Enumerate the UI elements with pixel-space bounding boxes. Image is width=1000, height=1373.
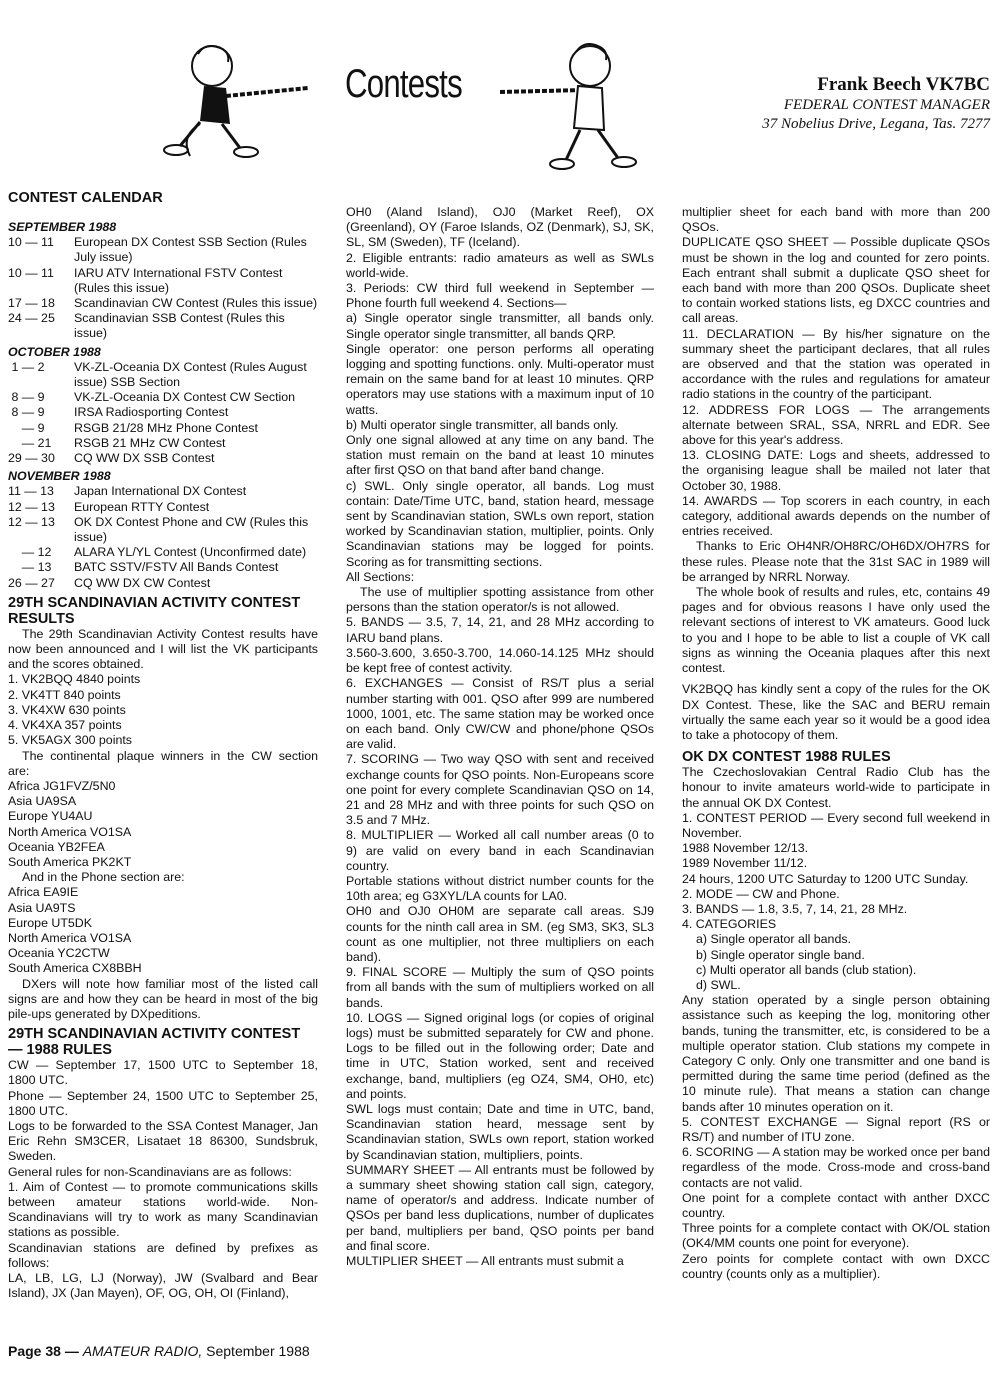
rules-para: SUMMARY SHEET — All entrants must be followed by a summary sheet showing station call sign, category, name of operator/s and address. Indicate number of QSOs per band less duplications, number of duplicates per band, multipliers per band, QSO points per band and final score. [346,1162,654,1253]
okdx-para: Zero points for complete contact with own DXCC country (counts only as a multiplier). [682,1251,990,1281]
calendar-entry: 24 — 25 Scandinavian SSB Contest (Rules this issue) [8,311,285,341]
okdx-para: 4. CATEGORIES [682,917,777,932]
rules-para: DUPLICATE QSO SHEET — Possible duplicate QSOs must be shown in the log and counted for zero points. Each entrant shall submit a duplicate QSO sheet for each band with more than 200 QSOs. Duplicate sheet to contain worked stations lists, eg DXCC countries and call areas. [682,235,990,326]
phone-winner: Oceania YC2CTW [8,946,110,961]
cw-winner: Oceania YB2FEA [8,839,105,854]
cartoon-left-icon [160,36,310,166]
rules-para: 5. BANDS — 3.5, 7, 14, 21, and 28 MHz according to IARU band plans. [346,615,654,645]
thanks-para: Thanks to Eric OH4NR/OH8RC/OH6DX/OH7RS for these rules. Please note that the 31st SAC in 1989 will be arranged by NRRL Norway. [682,539,990,584]
month-heading: NOVEMBER 1988 [8,469,111,484]
rules-para: Only one signal allowed at any time on any band. The station must remain on the band at least 10 minutes after first QSO on that band after band change. [346,433,654,478]
month-heading: SEPTEMBER 1988 [8,220,117,234]
calendar-title: CONTEST CALENDAR [8,190,163,206]
page-title: Contests [345,62,462,106]
rules-para: 1. Aim of Contest — to promote communications skills between amateur stations world-wide. Non-Scandinavians will try to work as many Scandinavian stations as possible. [8,1179,318,1240]
phone-winner: North America VO1SA [8,930,132,945]
okdx-para: 5. CONTEST EXCHANGE — Signal report (RS or RS/T) and number of ITU zone. [682,1114,990,1144]
rules-para: 2. Eligible entrants: radio amateurs as well as SWLs world-wide. [346,250,654,280]
rules-para: OH0 (Aland Island), OJ0 (Market Reef), OX (Greenland), OY (Faroe Islands, OZ (Denmark), SJ, SK, SL, SM (Sweden), TF (Iceland). [346,205,654,250]
calendar-entry: — 13 BATC SSTV/FSTV All Bands Contest [8,560,279,575]
cw-winner: North America VO1SA [8,824,132,839]
calendar-entry: 8 — 9 VK-ZL-Oceania DX Contest CW Section [8,390,296,405]
rules-para: 10. LOGS — Signed original logs (or copies of original logs) must be submitted separately for CW and phone. Logs to be filled out in the following order; Date and time in UTC, Station worked, sent and received exchange, band, multipliers (eg OZ4, SM4, OH0, etc) and points. [346,1010,654,1101]
calendar-entry: 8 — 9 IRSA Radiosporting Contest [8,405,229,420]
rules-para: General rules for non-Scandinavians are as follows: [8,1164,292,1179]
month-heading: OCTOBER 1988 [8,344,101,359]
rules-para: 12. ADDRESS FOR LOGS — The arrangements alternate between SRAL, SSA, NRRL and EDR. See above for this year's address. [682,402,990,448]
rules-para: Phone — September 24, 1500 UTC to September 25, 1800 UTC. [8,1088,318,1118]
rules-title: 29TH SCANDINAVIAN ACTIVITY CONTEST — 1988 RULES [8,1026,301,1059]
phone-winner: Africa EA9IE [8,885,79,900]
calendar-entry: 12 — 13 European RTTY Contest [8,499,210,514]
thanks-para: The whole book of results and rules, etc, contains 49 pages and for obvious reasons I have only used the relevant sections of interest to VK amateurs. Good luck to you and I hope to be able to list a couple of VK call signs as winning the Oceania plaques after this next contest. [682,585,990,676]
column-1 [8,190,318,1301]
okdx-para: Three points for a complete contact with OK/OL station (OK4/MM counts one point for everyone). [682,1221,990,1251]
okdx-title: OK DX CONTEST 1988 RULES [682,749,891,766]
calendar-entry: 12 — 13 OK DX Contest Phone and CW (Rules this issue) [8,514,309,545]
author-block [762,74,990,134]
footer-date: September 1988 [206,1343,310,1359]
okdx-para: a) Single operator all bands. [696,932,851,947]
page-footer [8,1343,310,1359]
rules-para: Single operator: one person performs all operating logging and spotting functions. only. Multi-operator must remain on the same band for at least 10 minutes. QRP operators may use stations with a maximum input of 10 watts. [346,341,654,417]
okdx-para: c) Multi operator all bands (club station). [696,962,917,977]
rules-para: multiplier sheet for each band with more than 200 QSOs. [682,205,990,235]
rules-para: 7. SCORING — Two way QSO with sent and received exchange counts for QSO points. Non-Europeans score one point for every complete Scandinavian QSO on 14, 21 and 28 MHz and with three points for such QSO on 3.5 and 7 MHz. [346,752,654,828]
rules-para: 11. DECLARATION — By his/her signature on the summary sheet the participant declares, that all rules are observed and that the station was operated in accordance with the rules and regulations for amateur radio stations in the country of the participant. [682,326,990,402]
calendar-entry: 1 — 2 VK-ZL-Oceania DX Contest (Rules August issue) SSB Section [8,359,307,390]
okdx-para: b) Single operator single band. [696,947,865,962]
calendar-entry: — 12 ALARA YL/YL Contest (Unconfirmed date) [8,545,307,560]
calendar-entry: 10 — 11 IARU ATV International FSTV Contest (Rules this issue) [8,265,283,295]
rules-para: c) SWL. Only single operator, all bands. Log must contain: Date/Time UTC, band, station heard, message sent by Scandinavian station, SWLs own report, station worked by Scandinavian station, multiplier, points. Only Scandinavian stations may be logged for points. Scoring as for transmitting sections. [346,478,654,569]
author-name: Frank Beech VK7BC [817,74,990,95]
results-closing: DXers will note how familiar most of the listed call signs are and how they can be heard in most of the big pile-ups generated by DXpeditions. [8,976,318,1021]
okdx-para: One point for a complete contact with anther DXCC country. [682,1190,990,1220]
okdx-para: 2. MODE — CW and Phone. [682,886,840,901]
okdx-para: 24 hours, 1200 UTC Saturday to 1200 UTC Sunday. [682,871,969,886]
okdx-para: Any station operated by a single person obtaining assistance such as keeping the log, monitoring other bands, tuning the transmitter, etc, is considered to be a multiple operator station. Club stations my compete in Category C only. Only one transmitter and one band is permitted during the same time period (defined as the 10 minute rule). That means a station can change bands after 10 minutes operation on it. [682,993,990,1114]
rules-para: Portable stations without district number counts for the 10th area; eg G3XYL/LA counts for LA0. [346,873,654,904]
ok-note: VK2BQQ has kindly sent a copy of the rules for the OK DX Contest. These, like the SAC and BERU remain virtually the same each year so it would be a good idea to take a photocopy of them. [682,682,990,742]
column-2 [346,205,654,1269]
rules-para: Scandinavian stations are defined by prefixes as follows: [8,1240,318,1270]
calendar-entry: 11 — 13 Japan International DX Contest [8,484,247,499]
score-item: 2. VK4TT 840 points [8,687,121,702]
column-3 [682,205,990,1282]
calendar-entry: 17 — 18 Scandinavian CW Contest (Rules this issue) [8,296,318,311]
phone-intro: And in the Phone section are: [22,870,185,885]
rules-para: a) Single operator single transmitter, all bands only. Single operator single transmitter, all bands QRP. [346,311,654,341]
rules-para: Logs to be forwarded to the SSA Contest Manager, Jan Eric Rehn SM3CER, Lisataet 18 86300, Sundsbruk, Sweden. [8,1118,318,1164]
calendar-entry: 29 — 30 CQ WW DX SSB Contest [8,451,215,466]
rules-para: 13. CLOSING DATE: Logs and sheets, addressed to the organising league shall be mailed not later that October 30, 1988. [682,448,990,493]
results-title: 29TH SCANDINAVIAN ACTIVITY CONTEST RESULTS [8,594,301,627]
rules-para: 3. Periods: CW third full weekend in September — Phone fourth full weekend 4. Sections— [346,281,654,311]
rules-para: 8. MULTIPLIER — Worked all call number areas (0 to 9) are valid on every band in each Scandinavian country. [346,828,654,873]
rules-para: 3.560-3.600, 3.650-3.700, 14.060-14.125 MHz should be kept free of contest activity. [346,645,654,676]
cw-intro: The continental plaque winners in the CW section are: [8,748,318,778]
results-intro: The 29th Scandinavian Activity Contest results have now been announced and I will list the VK participants and the scores obtained. [8,626,318,672]
cw-winner: Asia UA9SA [8,794,77,809]
score-item: 1. VK2BQQ 4840 points [8,672,141,687]
okdx-para: 1989 November 11/12. [682,856,808,871]
okdx-para: 3. BANDS — 1.8, 3.5, 7, 14, 21, 28 MHz. [682,901,908,916]
rules-para: 14. AWARDS — Top scorers in each country, in each category, additional awards depends on the number of entries received. [682,493,990,539]
phone-winner: Asia UA9TS [8,900,76,915]
calendar-entry: — 9 RSGB 21/28 MHz Phone Contest [8,420,258,435]
okdx-para: The Czechoslovakian Central Radio Club has the honour to invite amateurs world-wide to participate in the annual OK DX Contest. [682,765,990,810]
phone-winner: Europe UT5DK [8,915,93,930]
rules-para: LA, LB, LG, LJ (Norway), JW (Svalbard and Bear Island), JX (Jan Mayen), OF, OG, OH, OI (Finland), [8,1271,318,1301]
footer-page: Page 38 — [8,1343,79,1359]
cw-winner: South America PK2KT [8,854,132,869]
rules-para: The use of multiplier spotting assistance from other persons than the station operator/s is not allowed. [346,585,654,615]
score-item: 4. VK4XA 357 points [8,718,122,733]
cw-winner: Africa JG1FVZ/5N0 [8,778,116,793]
rules-para: 6. EXCHANGES — Consist of RS/T plus a serial number starting with 001. QSO after 999 are numbered 1000, 1001, etc. The same station may be worked once on each band. Only CW/CW and phone/phone QSOs are valid. [346,676,654,752]
calendar-entry: 10 — 11 European DX Contest SSB Section (Rules July issue) [8,235,307,265]
score-item: 3. VK4XW 630 points [8,702,126,717]
rules-para: SWL logs must contain; Date and time in UTC, band, Scandinavian station heard, message sent by Scandinavian station, SWLs own report, station worked by Scandinavian station, multipliers, points. [346,1101,654,1162]
score-item: 5. VK5AGX 300 points [8,733,132,748]
phone-winner: South America CX8BBH [8,961,142,976]
okdx-para: 1988 November 12/13. [682,841,809,856]
calendar-entry: 26 — 27 CQ WW DX CW Contest [8,575,211,590]
author-address: 37 Nobelius Drive, Legana, Tas. 7277 [762,116,990,132]
author-role: FEDERAL CONTEST MANAGER [783,97,990,113]
footer-magazine: AMATEUR RADIO, [82,1343,203,1359]
rules-para: MULTIPLIER SHEET — All entrants must submit a [346,1254,624,1269]
cartoon-right-icon [500,36,650,176]
okdx-para: 1. CONTEST PERIOD — Every second full weekend in November. [682,810,990,840]
okdx-para: 6. SCORING — A station may be worked once per band regardless of the mode. Cross-mode and cross-band contacts are not valid. [682,1145,990,1190]
rules-para: All Sections: [346,569,415,584]
rules-para: OH0 and OJ0 OH0M are separate call areas. SJ9 counts for the ninth call area in SM. (eg SM3, SK3, SL3 count as one multiplier, not three multipliers on each band). [346,904,654,964]
calendar-entry: — 21 RSGB 21 MHz CW Contest [8,435,226,450]
rules-para: b) Multi operator single transmitter, all bands only. [346,417,619,432]
rules-para: 9. FINAL SCORE — Multiply the sum of QSO points from all bands with the sum of multipliers worked on all bands. [346,965,654,1010]
okdx-para: d) SWL. [696,977,741,992]
rules-para: CW — September 17, 1500 UTC to September 18, 1800 UTC. [8,1058,318,1088]
cw-winner: Europe YU4AU [8,809,93,824]
